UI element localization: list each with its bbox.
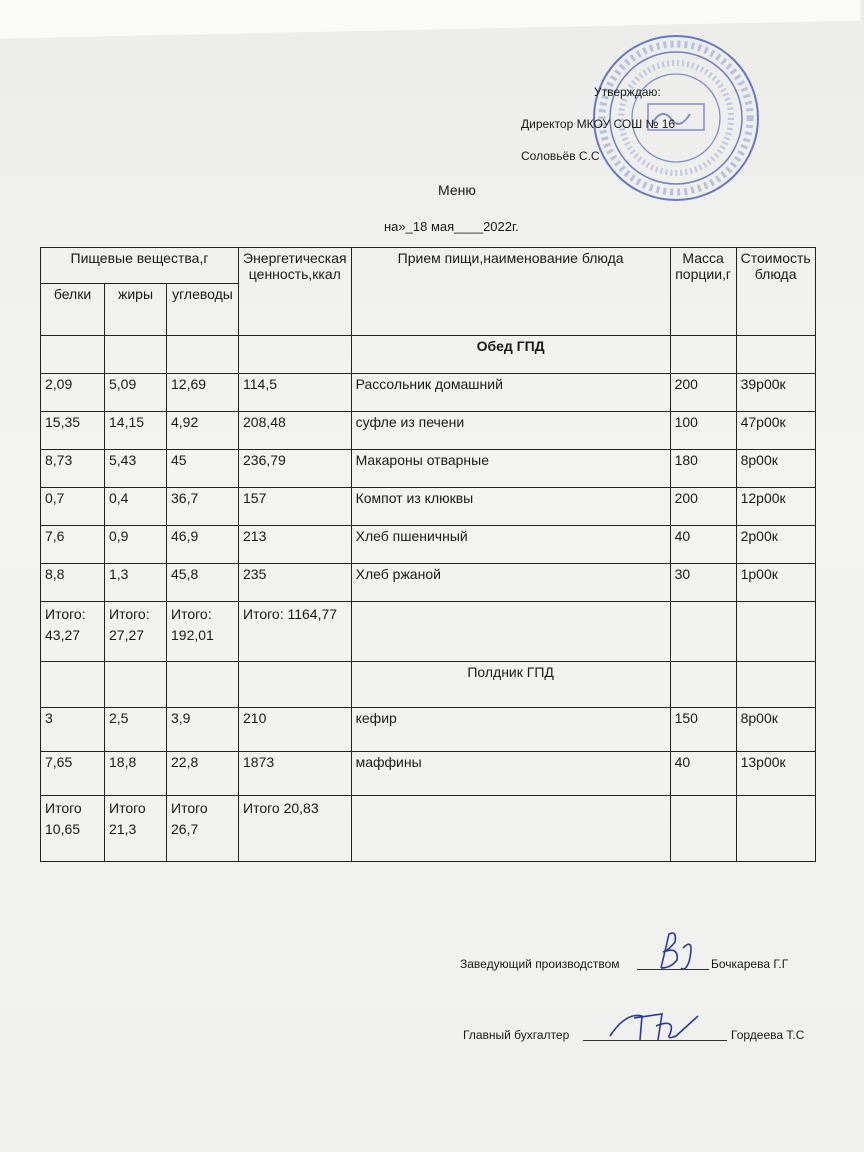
table-row: [41, 488, 816, 526]
table-cell: Рассольник домашний: [351, 374, 670, 412]
table-row: [41, 752, 816, 796]
table-cell: 0,4: [105, 488, 167, 526]
table-cell: [105, 336, 167, 374]
table-cell: 180: [670, 450, 736, 488]
table-cell: [736, 336, 815, 374]
table-cell: [670, 336, 736, 374]
table-cell: 210: [239, 708, 352, 752]
table-cell: 7,6: [41, 526, 105, 564]
table-cell: Итого 10,65: [41, 796, 105, 862]
page-title: Меню: [438, 182, 476, 198]
table-cell: 45: [167, 450, 239, 488]
table-cell: Хлеб ржаной: [351, 564, 670, 602]
table-cell: 30: [670, 564, 736, 602]
table-cell: 5,43: [105, 450, 167, 488]
table-cell: кефир: [351, 708, 670, 752]
table-cell: суфле из печени: [351, 412, 670, 450]
fats-header: жиры: [105, 284, 167, 336]
approval-label: Утверждаю:: [594, 85, 661, 99]
chief-accountant-name: Гордеева Т.С: [731, 1028, 805, 1042]
table-cell: [105, 662, 167, 708]
table-cell: 8р00к: [736, 450, 815, 488]
table-cell: 39р00к: [736, 374, 815, 412]
table-cell: 213: [239, 526, 352, 564]
table-cell: 200: [670, 488, 736, 526]
table-cell: Макароны отварные: [351, 450, 670, 488]
table-cell: 8р00к: [736, 708, 815, 752]
totals-row: [41, 796, 816, 862]
table-cell: 14,15: [105, 412, 167, 450]
table-cell: [239, 336, 352, 374]
table-cell: 1,3: [105, 564, 167, 602]
proteins-header: белки: [41, 284, 105, 336]
signature-icon: [655, 928, 703, 974]
table-cell: 47р00к: [736, 412, 815, 450]
table-row: [41, 450, 816, 488]
totals-row: [41, 602, 816, 662]
table-cell: 8,8: [41, 564, 105, 602]
table-cell: [167, 662, 239, 708]
table-cell: 100: [670, 412, 736, 450]
table-cell: 22,8: [167, 752, 239, 796]
table-cell: 12,69: [167, 374, 239, 412]
table-cell: [41, 662, 105, 708]
table-cell: Итого: 43,27: [41, 602, 105, 662]
section-title: Обед ГПД: [351, 336, 670, 374]
table-cell: 7,65: [41, 752, 105, 796]
table-cell: 40: [670, 526, 736, 564]
table-cell: 0,9: [105, 526, 167, 564]
table-row: [41, 526, 816, 564]
table-cell: [239, 662, 352, 708]
table-cell: [736, 602, 815, 662]
table-cell: [351, 796, 670, 862]
table-row: [41, 412, 816, 450]
carbs-header: углеводы: [167, 284, 239, 336]
table-row: [41, 708, 816, 752]
signature-icon: [606, 1006, 702, 1046]
table-cell: [670, 796, 736, 862]
table-cell: 15,35: [41, 412, 105, 450]
table-cell: 200: [670, 374, 736, 412]
table-cell: Итого 20,83: [239, 796, 352, 862]
table-cell: Итого: 192,01: [167, 602, 239, 662]
cost-header: Стоимость блюда: [736, 248, 815, 336]
table-cell: [736, 662, 815, 708]
table-cell: 46,9: [167, 526, 239, 564]
table-cell: Итого: 1164,77: [239, 602, 352, 662]
table-cell: 40: [670, 752, 736, 796]
table-cell: 45,8: [167, 564, 239, 602]
menu-date: на»_18 мая____2022г.: [384, 219, 519, 234]
table-cell: 150: [670, 708, 736, 752]
table-cell: 235: [239, 564, 352, 602]
table-cell: 18,8: [105, 752, 167, 796]
table-cell: 3,9: [167, 708, 239, 752]
production-manager-name: Бочкарева Г.Г: [711, 957, 789, 971]
table-cell: 13р00к: [736, 752, 815, 796]
table-cell: Хлеб пшеничный: [351, 526, 670, 564]
table-cell: 2,09: [41, 374, 105, 412]
table-cell: 2,5: [105, 708, 167, 752]
table-cell: 12р00к: [736, 488, 815, 526]
production-manager-label: Заведующий производством: [460, 957, 620, 971]
chief-accountant-label: Главный бухгалтер: [463, 1028, 570, 1042]
table-cell: 2р00к: [736, 526, 815, 564]
director-name: Соловьёв С.С: [521, 149, 600, 163]
table-cell: Компот из клюквы: [351, 488, 670, 526]
table-cell: [736, 796, 815, 862]
energy-header: Энергетическая ценность,ккал: [239, 248, 352, 336]
table-cell: 5,09: [105, 374, 167, 412]
table-cell: 0,7: [41, 488, 105, 526]
table-cell: 8,73: [41, 450, 105, 488]
table-cell: 1р00к: [736, 564, 815, 602]
table-cell: [670, 602, 736, 662]
table-cell: [41, 336, 105, 374]
table-cell: [167, 336, 239, 374]
table-cell: [351, 602, 670, 662]
table-cell: маффины: [351, 752, 670, 796]
table-cell: 1873: [239, 752, 352, 796]
meal-header: Прием пищи,наименование блюда: [351, 248, 670, 336]
section-title: Полдник ГПД: [351, 662, 670, 708]
table-cell: 36,7: [167, 488, 239, 526]
director-title: Директор МКОУ СОШ № 16: [521, 117, 676, 131]
table-cell: 236,79: [239, 450, 352, 488]
table-row: [41, 564, 816, 602]
table-cell: 208,48: [239, 412, 352, 450]
table-cell: 4,92: [167, 412, 239, 450]
table-cell: 3: [41, 708, 105, 752]
table-cell: 114,5: [239, 374, 352, 412]
table-cell: Итого 21,3: [105, 796, 167, 862]
table-cell: 157: [239, 488, 352, 526]
table-cell: Итого: 27,27: [105, 602, 167, 662]
mass-header: Масса порции,г: [670, 248, 736, 336]
nutrients-header: Пищевые вещества,г: [41, 248, 239, 284]
table-row: [41, 374, 816, 412]
table-cell: [670, 662, 736, 708]
table-cell: Итого 26,7: [167, 796, 239, 862]
menu-table: [40, 247, 816, 862]
